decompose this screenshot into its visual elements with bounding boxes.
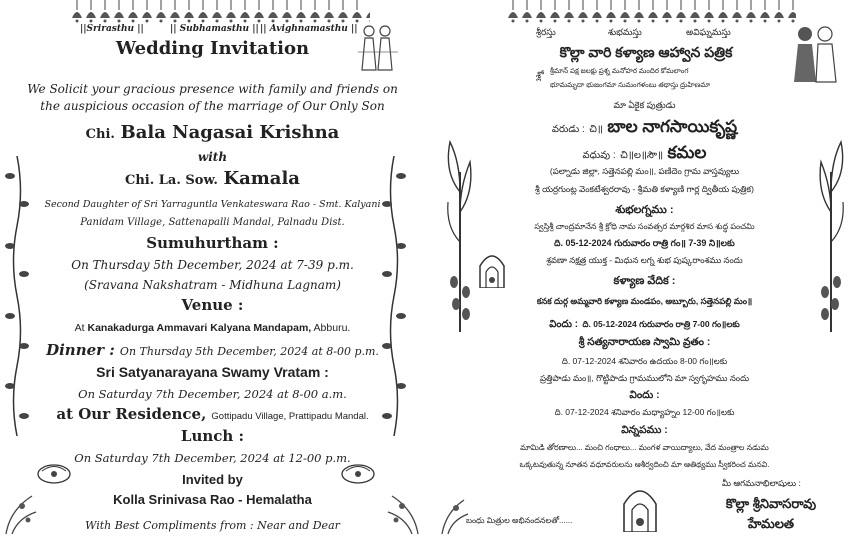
compliments-line: With Best Compliments from : Near and Dear — [85, 519, 340, 532]
dinner-line — [0, 340, 425, 359]
vedika-line: కనక దుర్గ అమ్మవారి కళ్యాణ మండపం, అబ్బూరు, సత్తెనపల్లి మం॥ — [536, 296, 753, 306]
lagnam-line-3: శ్రవణా నక్షత్ర యుక్త - మిధున లగ్న శుభ పుష్కరాంశము నందు — [546, 255, 743, 265]
dinner-label: Dinner : — [46, 341, 115, 359]
groom-prefix: Chi. — [85, 127, 115, 142]
intro-line-1: We Solicit your gracious presence with family and friends on — [27, 82, 398, 96]
verse-line-2: భూమమృదా భుజంగమా సుమంగళంబు తథాస్తు ద్రుహిణమా — [550, 82, 711, 89]
bride-parents: Second Daughter of Sri Yarraguntla Venkateswara Rao - Smt. Kalyani — [44, 199, 381, 210]
shiva-parvati-illustration — [788, 22, 842, 84]
residence-line — [0, 404, 425, 423]
english-invitation-card — [0, 0, 425, 536]
relatives-line: బంధు మిత్రుల అభినందనలతో...... — [466, 516, 573, 525]
telugu-bride-line — [436, 143, 853, 167]
lagnam-line-1: స్వస్తిశ్రీ చాంద్రమానేన శ్రీ క్రోధి నామ సంవత్సర మార్గశిర మాస శుద్ధ పంచమి — [534, 222, 755, 231]
bride-village: Panidam Village, Sattenapalli Mandal, Palnadu Dist. — [80, 217, 345, 228]
sumuhurtham-star: (Sravana Nakshatram - Midhuna Lagnam) — [84, 278, 341, 292]
salutation-3: || Avighnamasthu || — [260, 24, 358, 34]
telugu-salutation-3: అవిఘ్నమస్తు — [686, 27, 731, 37]
salutation-1: ||Srirasthu || — [80, 24, 144, 34]
lagnam-label: శుభలగ్నము : — [615, 204, 674, 216]
card-gap — [425, 0, 436, 536]
temple-icon-bottom — [620, 480, 660, 532]
invitation-title: Wedding Invitation — [115, 38, 310, 59]
verse-line-1: శ్రీమాన్ పక్ష జలక్షు ప్రశ్న మనోహర మందిర కోమలాంగ — [550, 68, 689, 75]
sumuhurtham-date: On Thursday 5th December, 2024 at 7-39 p.m. — [71, 258, 354, 272]
residence-place: Gottipadu Village, Prattipadu Mandal. — [211, 411, 369, 422]
invited-by-label: Invited by — [182, 472, 243, 487]
lagnam-line-2: ది. 05-12-2024 గురువారం రాత్రి గం॥ 7-39 ని॥లకు — [554, 238, 735, 248]
corner-flourish-bottom-left — [2, 490, 38, 534]
telugu-title: కొల్లా వారి కళ్యాణ ఆహ్వాన పత్రిక — [559, 44, 733, 60]
lunch-label-telugu: విందు : — [629, 389, 660, 401]
dinner-time-telugu: ది. 05-12-2024 గురువారం రాత్రి 7-00 గం॥లకు — [582, 319, 740, 329]
host-1-telugu: కొల్లా శ్రీనివాసరావు — [725, 496, 817, 511]
groom-prefix-telugu: చి॥ — [589, 124, 603, 135]
telugu-salutation-2: శుభమస్తు — [608, 27, 642, 37]
temple-icon-left — [476, 248, 508, 288]
groom-name-telugu: బాల నాగసాయికృష్ణ — [607, 117, 738, 136]
request-label: విన్నపము : — [621, 424, 668, 436]
only-son-label: మా ఏకైక పుత్రుడు — [613, 100, 676, 110]
bride-village-telugu: (పల్నాడు జిల్లా, సత్తెనపల్లి మం॥, పణిదెం గ్రామ వాస్తవ్యులు — [549, 166, 740, 176]
vratam-label: Sri Satyanarayana Swamy Vratam : — [96, 364, 329, 380]
salutation-2: || Subhamasthu || — [170, 24, 259, 34]
kalash-left-icon — [36, 458, 72, 484]
request-line-1: మామిడి తోరణాలు... మంచి గంధాలు... మంగళ వాయిద్యాలు, వేద మంత్రాల నడుమ — [520, 443, 769, 452]
bride-name-telugu: కమల — [667, 143, 707, 162]
telugu-groom-line — [436, 117, 853, 141]
vratam-line-1-telugu: ది. 07-12-2024 శనివారం ఉదయం 8-00 గం॥లకు — [561, 356, 728, 366]
banana-plant-right — [817, 132, 847, 332]
telugu-salutation-1: శ్రీరస్తు — [536, 27, 556, 37]
venue-place: Abburu. — [313, 322, 351, 334]
bride-prefix: Chi. La. Sow. — [125, 173, 218, 188]
groom-label-telugu: వరుడు : — [551, 124, 585, 135]
lunch-label: Lunch : — [180, 427, 245, 445]
intro-line-2: the auspicious occasion of the marriage of Our Only Son — [40, 99, 385, 113]
residence-label: at Our Residence, — [56, 405, 207, 423]
dinner-time: On Thursday 5th December, 2024 at 8-00 p.m. — [119, 345, 379, 358]
groom-line — [0, 122, 425, 143]
dinner-label-telugu: విందు : — [549, 319, 579, 330]
verse-mark: శ్లో — [536, 70, 544, 80]
venue-label: Venue : — [181, 296, 244, 314]
welcome-label: మీ ఆగమనాభిలాషులు : — [722, 478, 801, 488]
bride-parents-telugu: శ్రీ యర్రగుంట్ల వెంకటేశ్వరరావు - శ్రీమతి కళ్యాణి గార్ల ద్వితీయ పుత్రిక) — [535, 184, 754, 194]
bride-label-telugu: వధువు : — [582, 150, 616, 161]
dinner-line-telugu — [436, 314, 853, 332]
bride-name: Kamala — [223, 168, 300, 189]
right-vine-border — [381, 156, 407, 436]
groom-name: Bala Nagasai Krishna — [120, 122, 340, 143]
telugu-invitation-card — [436, 0, 853, 536]
sumuhurtham-label: Sumuhurtham : — [146, 234, 279, 252]
vedika-label: కళ్యాణ వేదిక : — [613, 275, 676, 287]
banana-plant-left — [444, 132, 474, 332]
kalash-right-icon — [340, 458, 376, 484]
request-line-2: ఒక్కటవుతున్న నూతన వధూవరులను ఆశీర్వదించి మా ఆతిథ్యము స్వీకరించ మనవి. — [519, 460, 770, 469]
corner-flourish-telugu-left — [438, 494, 468, 534]
hosts-names: Kolla Srinivasa Rao - Hemalatha — [113, 492, 312, 507]
lunch-line-telugu: ది. 07-12-2024 శనివారం మధ్యాహ్నం 12-00 గం॥లకు — [554, 407, 735, 417]
venue-prefix: At — [74, 322, 85, 334]
corner-flourish-bottom-right — [386, 490, 422, 534]
left-vine-border — [4, 156, 30, 436]
host-2-telugu: హేమలత — [747, 516, 795, 531]
vratam-line-2-telugu: ప్రత్తిపాడు మం॥, గొట్టిపాడు గ్రామములోని మా స్వగృహము నందు — [539, 373, 750, 383]
vratam-label-telugu: శ్రీ సత్యనారాయణ స్వామి వ్రతం : — [578, 336, 711, 348]
lunch-time: On Saturday 7th December, 2024 at 12-00 p.m. — [74, 451, 351, 465]
venue-name: Kanakadurga Ammavari Kalyana Mandapam, — [87, 322, 312, 334]
vratam-time: On Saturday 7th December, 2024 at 8-00 a.m. — [78, 387, 347, 401]
with-label: with — [197, 150, 228, 164]
bride-line — [0, 168, 425, 189]
venue-line — [0, 322, 425, 334]
bride-prefix-telugu: చి॥ల॥సౌ॥ — [620, 150, 664, 161]
